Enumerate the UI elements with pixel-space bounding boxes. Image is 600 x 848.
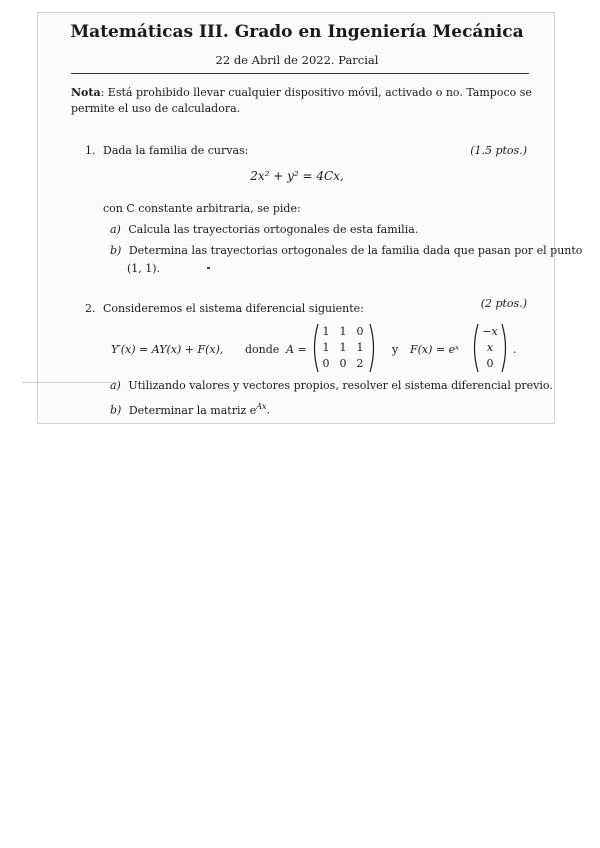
question-1-header [85, 144, 248, 157]
stray-mark [207, 267, 210, 269]
matrix-a-cell: 1 [339, 341, 347, 354]
question-2-points: (2 ptos.) [480, 297, 527, 310]
question-1-item-b [110, 244, 582, 257]
exponent: Ax [256, 402, 267, 411]
matrix-a-cell: 1 [339, 325, 347, 338]
item-text: Calcula las trayectorias ortogonales de esta familia. [128, 223, 419, 236]
question-1-item-b-point: (1, 1). [127, 262, 161, 275]
where-word: donde [245, 343, 280, 356]
item-label: a) [110, 223, 121, 236]
matrix-a-label: A = [286, 343, 307, 356]
question-1-number: 1. [85, 144, 96, 157]
question-2-header [85, 302, 364, 315]
matrix-a-cell: 0 [322, 357, 330, 370]
matrix-a-cell: 1 [322, 325, 330, 338]
exam-subtitle: 22 de Abril de 2022. Parcial [215, 53, 379, 67]
vector-f-cell: −x [482, 325, 498, 338]
matrix-a-cell: 1 [356, 341, 364, 354]
question-1-equation: 2x² + y² = 4Cx, [250, 169, 344, 183]
question-2-item-a [110, 379, 553, 392]
item-label: a) [110, 379, 121, 392]
matrix-a-cell: 1 [322, 341, 330, 354]
question-1-points: (1.5 ptos.) [470, 144, 527, 157]
matrix-a-cell: 0 [339, 357, 347, 370]
item-text: Determina las trayectorias ortogonales de la familia dada que pasan por el punto [128, 244, 583, 257]
and-word: y [392, 343, 399, 356]
item-text: Determinar la matriz e [128, 403, 257, 417]
question-2-number: 2. [85, 302, 96, 315]
vector-f-cell: 0 [486, 357, 494, 370]
vector-f-period: . [513, 343, 517, 356]
question-1-item-a [110, 223, 418, 236]
question-2-prompt: Consideremos el sistema diferencial siguiente: [103, 302, 364, 315]
exam-note [71, 85, 541, 117]
system-equation: Y′(x) = AY(x) + F(x), [111, 343, 224, 356]
matrix-a [310, 322, 378, 374]
vector-f [470, 322, 510, 374]
note-text: : Está prohibido llevar cualquier dispositivo móvil, activado o no. Tampoco se permite el uso de calculadora. [71, 86, 532, 115]
exam-title: Matemáticas III. Grado en Ingeniería Mecánica [70, 22, 524, 42]
matrix-a-cell: 0 [356, 325, 364, 338]
item-label: b) [110, 403, 122, 417]
question-2-item-b [110, 402, 270, 417]
item-tail: . [266, 403, 271, 417]
vector-f-label: F(x) = eˣ [410, 343, 460, 356]
question-1-constant-text: con C constante arbitraria, se pide: [103, 202, 301, 215]
vector-f-cell: x [486, 341, 494, 354]
question-1-prompt: Dada la familia de curvas: [103, 144, 249, 157]
exam-sheet [37, 12, 583, 424]
matrix-a-cell: 2 [356, 357, 364, 370]
title-divider [71, 73, 529, 74]
stray-line [22, 382, 117, 383]
item-label: b) [110, 244, 122, 257]
item-text: Utilizando valores y vectores propios, resolver el sistema diferencial previo. [128, 379, 553, 392]
note-label: Nota [71, 86, 101, 99]
